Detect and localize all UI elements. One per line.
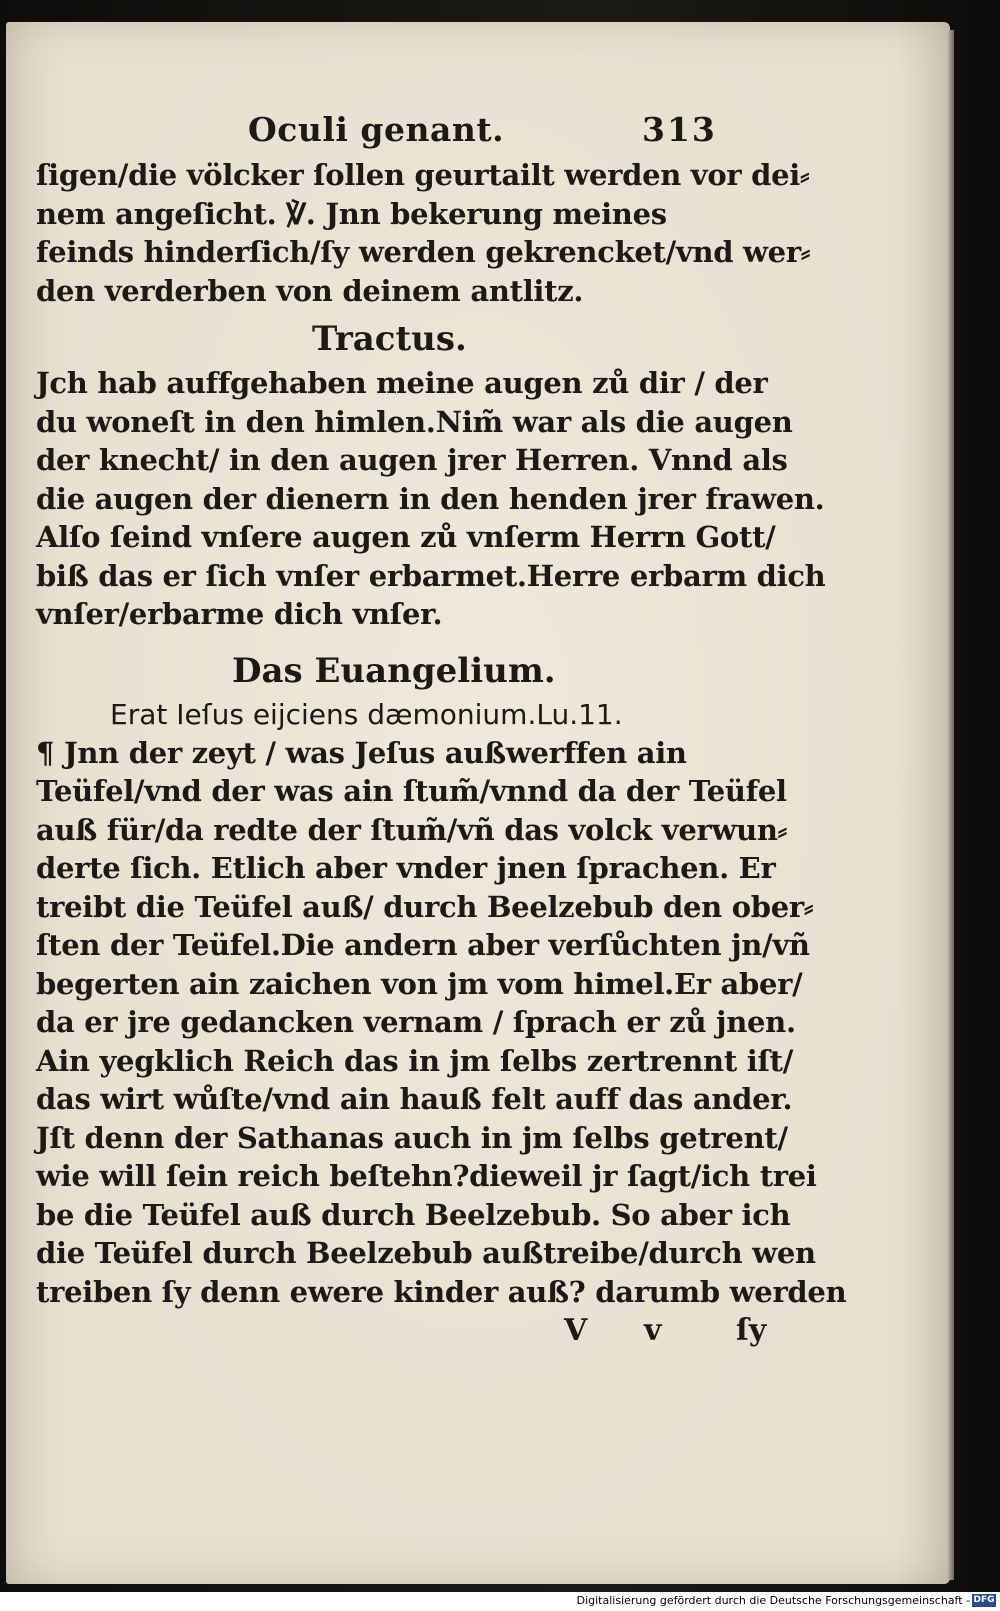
running-head [36, 110, 776, 154]
text-line: treibt die Teüfel auß/ durch Beelzebub den ober⸗ [36, 889, 814, 924]
section-heading-evangelium: Das Euangelium. [232, 650, 556, 691]
text-line: das wirt wůſte/vnd ain hauß felt auff das ander. [36, 1082, 793, 1116]
text-line: ſten der Teüfel.Die andern aber verſůchten jn/vñ [36, 928, 810, 962]
text-line: Jch hab auffgehaben meine augen zů dir / der [36, 366, 768, 400]
section-heading-tractus: Tractus. [312, 319, 467, 359]
text-line: nem angeſicht. ℣. Jnn bekerung meines [36, 196, 667, 231]
text-line: die augen der dienern in den henden jrer frawen. [36, 481, 825, 516]
text-line: Ain yegklich Reich das in jm ſelbs zertrennt iſt/ [36, 1043, 794, 1078]
catchword: ſy [736, 1313, 767, 1348]
text-line: wie will ſein reich beſtehn?dieweil jr ſagt/ich trei [36, 1159, 817, 1193]
text-line: ¶ Jnn der zeyt / was Jeſus außwerffen ain [36, 735, 687, 770]
digitization-credit: Digitalisierung gefördert durch die Deutsche Forschungsgemeinschaft - [576, 1594, 970, 1607]
text-line: be die Teüfel auß durch Beelzebub. So aber ich [36, 1197, 791, 1232]
text-line: Alſo ſeind vnſere augen zů vnſerm Herrn Gott/ [36, 520, 776, 554]
text-line: derte ſich. Etlich aber vnder jnen ſprachen. Er [36, 851, 776, 885]
text-line: feinds hinderſich/ſy werden gekrencket/vnd wer⸗ [36, 235, 811, 269]
text-line: den verderben von deinem antlitz. [36, 273, 584, 308]
text-line: auß für/da redte der ſtum̃/vñ das volck verwun⸗ [36, 812, 788, 847]
text-line: da er jre gedancken vernam / ſprach er zů jnen. [36, 1005, 796, 1039]
text-section-tractus [36, 364, 826, 634]
folio-number: 313 [642, 110, 717, 149]
signature-mark-secondary: v [644, 1313, 662, 1348]
text-section-top [36, 156, 811, 310]
text-line: treiben ſy denn ewere kinder auß? darumb werden [36, 1274, 847, 1309]
text-line: vnſer/erbarme dich vnſer. [36, 597, 443, 631]
page-edge [948, 30, 954, 1580]
text-line: der knecht/ in den augen jrer Herren. Vnnd als [36, 443, 788, 477]
text-line: die Teüfel durch Beelzebub außtreibe/durch wen [36, 1236, 816, 1270]
text-line: Teüfel/vnd der was ain ſtum̃/vnnd da der Teüfel [36, 774, 787, 808]
text-line: biß das er ſich vnſer erbarmet.Herre erbarm dich [36, 558, 826, 593]
dfg-logo: DFG [973, 1595, 995, 1605]
signature-mark: V [564, 1313, 588, 1348]
text-line: du woneſt in den himlen.Nim̃ war als die augen [36, 404, 793, 439]
signature-line [36, 1313, 776, 1353]
latin-incipit: Erat Ieſus eijciens dæmonium.Lu.11. [110, 697, 623, 731]
text-line: Jſt denn der Sathanas auch in jm ſelbs getrent/ [36, 1120, 788, 1155]
running-title: Oculi genant. [248, 110, 505, 149]
page-text-block [36, 110, 847, 1353]
text-section-gospel [36, 734, 847, 1312]
text-line: begerten ain zaichen von jm vom himel.Er aber/ [36, 966, 803, 1001]
text-line: ſigen/die völcker ſollen geurtailt werden vor dei⸗ [36, 158, 810, 192]
